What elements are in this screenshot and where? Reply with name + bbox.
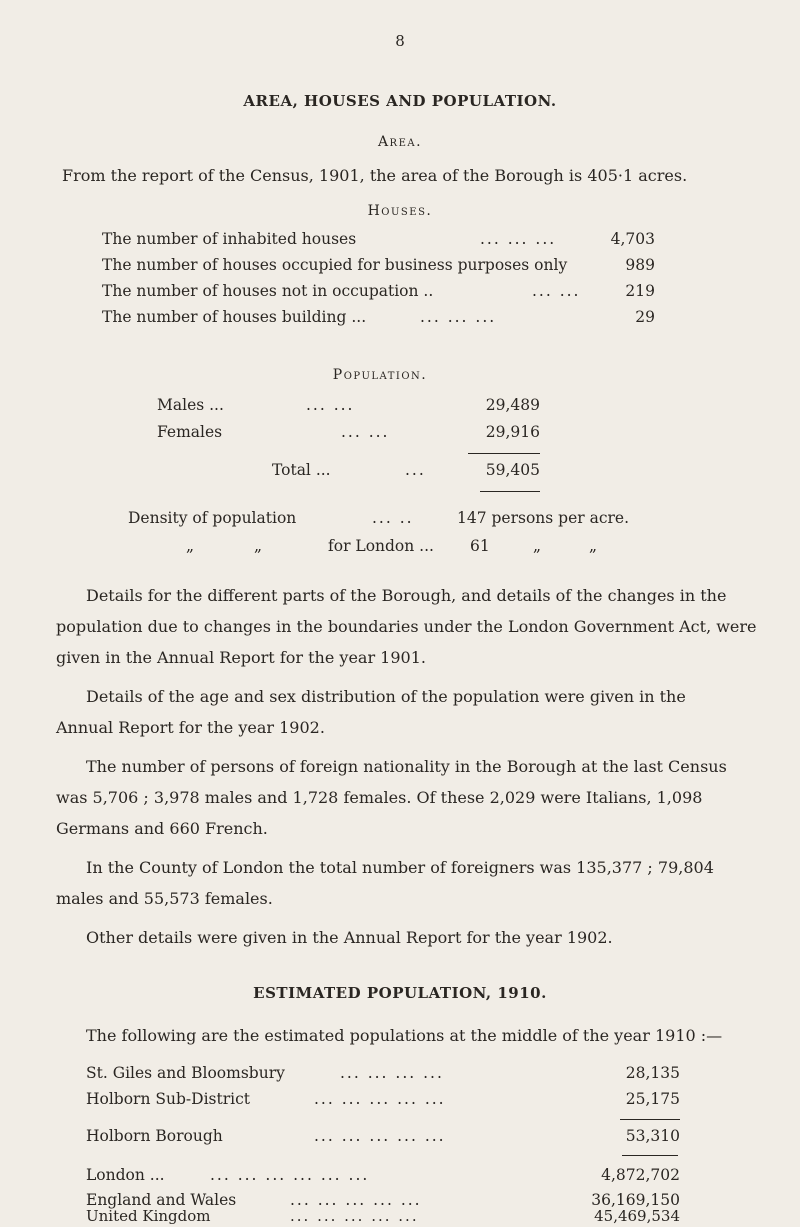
ditto-mark: „ (589, 537, 598, 555)
houses-row-value: 989 (625, 256, 655, 274)
estimate-row-leader: ... ... ... ... ... (314, 1127, 446, 1145)
subtotal-rule (620, 1119, 680, 1120)
houses-row-leader: ... ... (532, 282, 581, 300)
estimate-row-leader: ... ... ... ... ... (290, 1191, 422, 1209)
paragraph-line: Annual Report for the year 1902. (56, 718, 325, 737)
estimate-row-label: Holborn Borough (86, 1127, 223, 1145)
estimate-row-label: United Kingdom (86, 1207, 211, 1225)
ditto-mark: „ (533, 537, 542, 555)
page-title: AREA, HOUSES AND POPULATION. (243, 92, 557, 110)
ditto-mark: „ (186, 537, 195, 555)
area-heading: Area. (377, 134, 423, 150)
paragraph-line: In the County of London the total number of foreigners was 135,377 ; 79,804 (86, 858, 714, 877)
estimate-row-label: England and Wales (86, 1191, 237, 1209)
london-density-label: for London ... (328, 537, 434, 555)
total-leader: ... (405, 461, 426, 479)
paragraph-line: given in the Annual Report for the year 1901. (56, 648, 426, 667)
houses-row-value: 219 (625, 282, 655, 300)
estimate-row-value: 53,310 (625, 1127, 680, 1145)
paragraph-line: Details for the different parts of the Borough, and details of the changes in the (86, 586, 727, 605)
estimate-row-leader: ... ... ... ... ... ... (210, 1166, 370, 1184)
estimated-population-title: ESTIMATED POPULATION, 1910. (253, 984, 547, 1002)
estimated-intro: The following are the estimated populations at the middle of the year 1910 :— (86, 1026, 723, 1045)
area-text: From the report of the Census, 1901, the area of the Borough is 405·1 acres. (62, 166, 688, 185)
males-label: Males ... (157, 396, 224, 414)
paragraph-line: was 5,706 ; 3,978 males and 1,728 females. Of these 2,029 were Italians, 1,098 (56, 788, 703, 807)
estimate-row-value: 45,469,534 (594, 1207, 680, 1225)
estimate-row-leader: ... ... ... ... ... (290, 1207, 419, 1225)
density-value: 147 persons per acre. (457, 509, 630, 527)
paragraph-line: population due to changes in the boundaries under the London Government Act, were (56, 617, 757, 636)
ditto-mark: „ (254, 537, 263, 555)
density-leader: ... .. (372, 509, 414, 527)
females-value: 29,916 (485, 423, 540, 441)
estimate-row-value: 36,169,150 (591, 1191, 680, 1209)
estimate-row-leader: ... ... ... ... ... (314, 1090, 446, 1108)
population-heading: Population. (332, 367, 428, 383)
estimate-row-value: 25,175 (625, 1090, 680, 1108)
females-leader: ... ... (341, 423, 390, 441)
houses-row-leader: ... ... ... (480, 230, 557, 248)
paragraph-line: Germans and 660 French. (56, 819, 268, 838)
total-value: 59,405 (485, 461, 540, 479)
subtotal-underline (622, 1155, 678, 1156)
paragraph-line: Other details were given in the Annual Report for the year 1902. (86, 928, 613, 947)
estimate-row-value: 4,872,702 (601, 1166, 680, 1184)
estimate-row-label: Holborn Sub-District (86, 1090, 250, 1108)
page-number: 8 (395, 32, 405, 50)
estimate-row-leader: ... ... ... ... (340, 1064, 444, 1082)
houses-row-value: 4,703 (610, 230, 655, 248)
paragraph-line: The number of persons of foreign nationality in the Borough at the last Census (86, 757, 727, 776)
houses-row-label: The number of houses building ... (102, 308, 367, 326)
houses-row-value: 29 (635, 308, 655, 326)
paragraph-line: Details of the age and sex distribution of the population were given in the (86, 687, 686, 706)
females-label: Females (157, 423, 223, 441)
estimate-row-label: London ... (86, 1166, 165, 1184)
estimate-row-value: 28,135 (625, 1064, 680, 1082)
total-rule (468, 453, 540, 454)
london-density-value: 61 (470, 537, 490, 555)
houses-row-leader: ... ... ... (420, 308, 497, 326)
total-underline (480, 491, 540, 492)
males-leader: ... ... (306, 396, 355, 414)
houses-row-label: The number of inhabited houses (102, 230, 357, 248)
density-label: Density of population (128, 509, 297, 527)
males-value: 29,489 (485, 396, 540, 414)
houses-row-label: The number of houses occupied for business purposes only (102, 256, 568, 274)
estimate-row-label: St. Giles and Bloomsbury (86, 1064, 285, 1082)
houses-row-label: The number of houses not in occupation .. (102, 282, 434, 300)
paragraph-line: males and 55,573 females. (56, 889, 273, 908)
houses-heading: Houses. (367, 203, 433, 219)
total-label: Total ... (272, 461, 331, 479)
